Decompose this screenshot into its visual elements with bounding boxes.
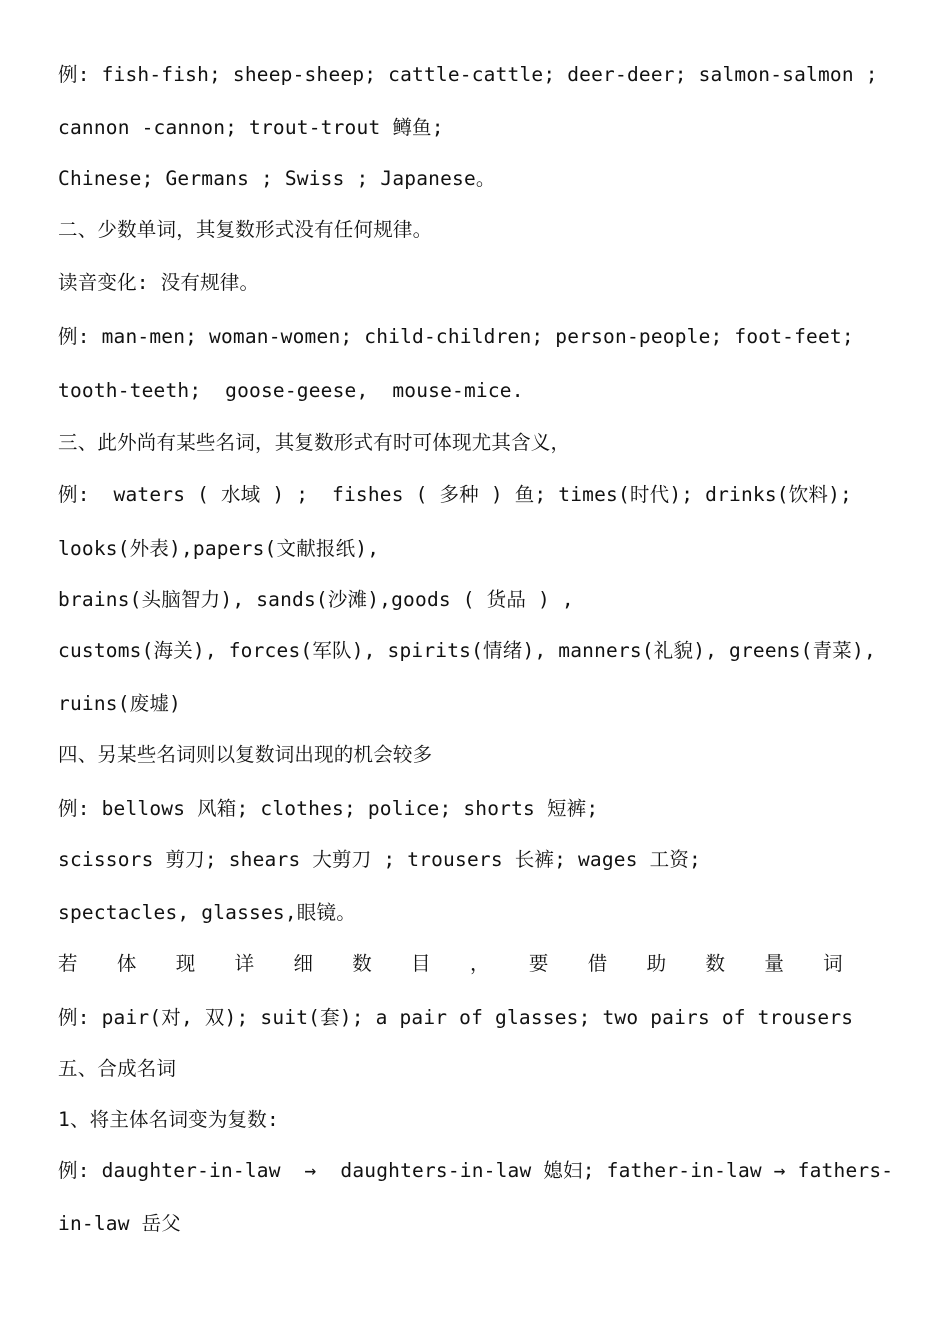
section-heading: 四、另某些名词则以复数词出现的机会较多 — [58, 743, 433, 766]
text-line: 例: bellows 风箱; clothes; police; shorts 短裤; — [58, 797, 599, 820]
text-line: 例: waters ( 水域 ) ; fishes ( 多种 ) 鱼; times(时代); drinks(饮料); — [58, 483, 852, 506]
spaced-char: ， — [470, 952, 490, 975]
spaced-char: 细 — [293, 952, 314, 975]
text-line: 例: pair(对, 双); suit(套); a pair of glasses; two pairs of trousers — [58, 1006, 854, 1029]
text-line: 例: daughter-in-law → daughters-in-law 媳妇; father-in-law → fathers- — [58, 1159, 894, 1182]
text-line: 例: fish-fish; sheep-sheep; cattle-cattle; deer-deer; salmon-salmon ; — [58, 63, 878, 86]
text-line: brains(头脑智力), sands(沙滩),goods ( 货品 ) , — [58, 588, 574, 611]
text-line: 读音变化: 没有规律。 — [58, 271, 260, 294]
text-line: 1、将主体名词变为复数: — [58, 1108, 279, 1131]
text-line: cannon -cannon; trout-trout 鳟鱼; — [58, 116, 444, 139]
spaced-char: 数 — [705, 952, 726, 975]
text-line: in-law 岳父 — [58, 1212, 181, 1235]
text-line: 例: man-men; woman-women; child-children; person-people; foot-feet; — [58, 325, 854, 348]
text-line: looks(外表),papers(文献报纸), — [58, 537, 380, 560]
text-line: ruins(废墟) — [58, 692, 181, 715]
text-line: tooth-teeth; goose-geese, mouse-mice. — [58, 379, 524, 402]
text-line: spectacles, glasses,眼镜。 — [58, 901, 356, 924]
spaced-char: 要 — [528, 952, 549, 975]
text-line: customs(海关), forces(军队), spirits(情绪), manners(礼貌), greens(青菜), — [58, 639, 876, 662]
spaced-char: 量 — [764, 952, 785, 975]
spaced-char: 词 — [823, 952, 843, 975]
text-line: scissors 剪刀; shears 大剪刀 ; trousers 长裤; wages 工资; — [58, 848, 701, 871]
spaced-text-line — [58, 951, 843, 977]
section-heading: 五、合成名词 — [58, 1057, 177, 1080]
section-heading: 三、此外尚有某些名词，其复数形式有时可体现尤其含义， — [58, 431, 571, 454]
text-line: Chinese; Germans ; Swiss ; Japanese。 — [58, 167, 496, 190]
spaced-char: 数 — [352, 952, 372, 975]
spaced-char: 详 — [234, 952, 255, 975]
spaced-char: 若 — [58, 952, 78, 975]
spaced-char: 借 — [587, 952, 608, 975]
spaced-char: 目 — [411, 952, 431, 975]
spaced-char: 体 — [116, 952, 137, 975]
spaced-char: 助 — [646, 952, 667, 975]
spaced-char: 现 — [175, 952, 196, 975]
section-heading: 二、少数单词，其复数形式没有任何规律。 — [58, 218, 433, 241]
